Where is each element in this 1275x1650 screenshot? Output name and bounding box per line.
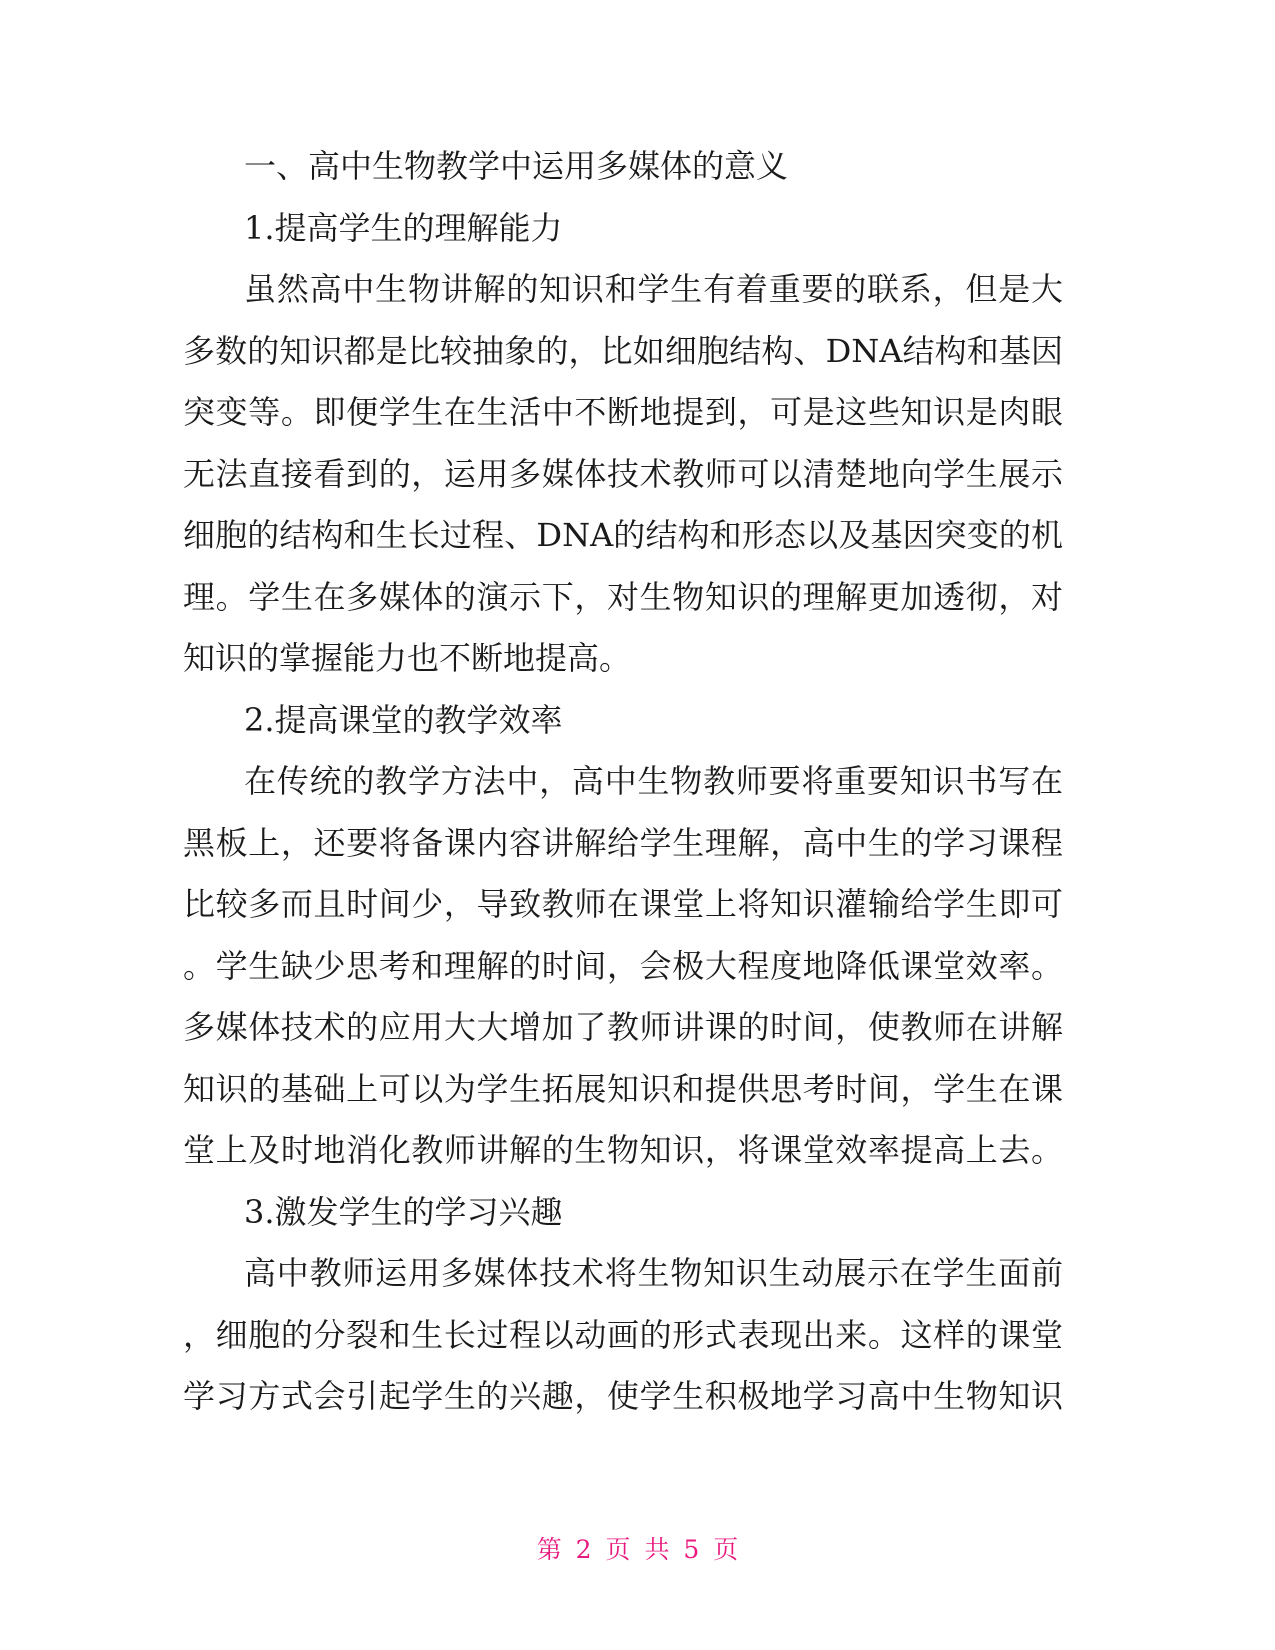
- paragraph-1-line-6: 理。学生在多媒体的演示下，对生物知识的理解更加透彻，对: [183, 577, 1063, 616]
- paragraph-2-line-6: 知识的基础上可以为学生拓展知识和提供思考时间，学生在课: [183, 1069, 1063, 1108]
- paragraph-1-line-5: 细胞的结构和生长过程、DNA的结构和形态以及基因突变的机: [183, 516, 1063, 554]
- subsection-heading-1: 1.提高学生的理解能力: [244, 208, 563, 247]
- subsection-heading-2: 2.提高课堂的教学效率: [244, 700, 563, 739]
- paragraph-3-line-3: 学习方式会引起学生的兴趣，使学生积极地学习高中生物知识: [183, 1377, 1063, 1415]
- paragraph-3-line-1: 高中教师运用多媒体技术将生物知识生动展示在学生面前: [244, 1254, 1063, 1292]
- paragraph-1-line-1: 虽然高中生物讲解的知识和学生有着重要的联系，但是大: [244, 270, 1063, 308]
- paragraph-2-line-2: 黑板上，还要将备课内容讲解给学生理解，高中生的学习课程: [183, 823, 1063, 862]
- paragraph-1-line-3: 突变等。即便学生在生活中不断地提到，可是这些知识是肉眼: [183, 393, 1063, 431]
- paragraph-2-line-1: 在传统的教学方法中，高中生物教师要将重要知识书写在: [244, 762, 1063, 800]
- paragraph-3-line-2: ，细胞的分裂和生长过程以动画的形式表现出来。这样的课堂: [183, 1315, 1063, 1354]
- document-body: [183, 136, 1063, 1428]
- paragraph-1-line-2: 多数的知识都是比较抽象的，比如细胞结构、DNA结构和基因: [183, 331, 1063, 370]
- paragraph-2-line-3: 比较多而且时间少，导致教师在课堂上将知识灌输给学生即可: [183, 885, 1063, 923]
- paragraph-2-line-4: 。学生缺少思考和理解的时间，会极大程度地降低课堂效率。: [183, 946, 1063, 985]
- paragraph-2-line-5: 多媒体技术的应用大大增加了教师讲课的时间，使教师在讲解: [183, 1008, 1063, 1046]
- paragraph-2-line-7: 堂上及时地消化教师讲解的生物知识，将课堂效率提高上去。: [183, 1131, 1063, 1169]
- page-number-footer: 第 2 页 共 5 页: [536, 1535, 739, 1564]
- paragraph-1-line-4: 无法直接看到的，运用多媒体技术教师可以清楚地向学生展示: [183, 454, 1063, 493]
- paragraph-1-line-7: 知识的掌握能力也不断地提高。: [183, 639, 632, 677]
- section-heading: 一、高中生物教学中运用多媒体的意义: [244, 147, 789, 185]
- subsection-heading-3: 3.激发学生的学习兴趣: [244, 1192, 563, 1231]
